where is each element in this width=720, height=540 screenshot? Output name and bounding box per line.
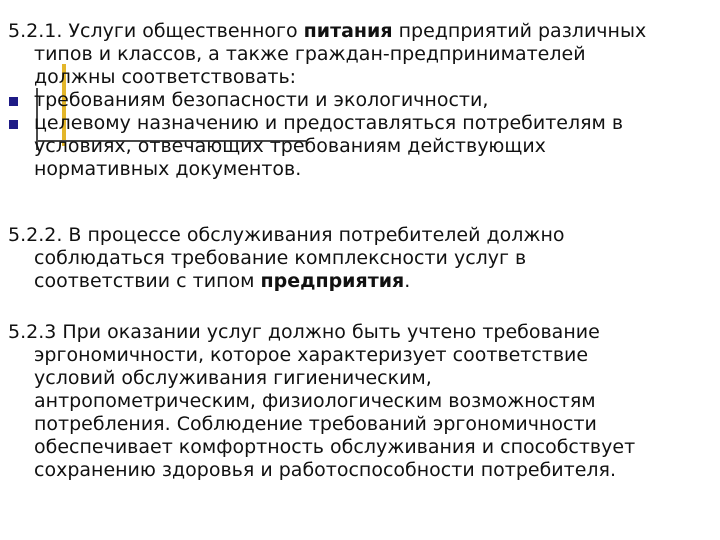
section-5-2-1-line1 xyxy=(8,20,708,43)
section-5-2-3-line: обеспечивает комфортность обслуживания и способствует xyxy=(34,436,636,458)
section-5-2-3-line: сохранению здоровья и работоспособности потребителя. xyxy=(34,459,617,481)
square-bullet-icon xyxy=(9,97,18,106)
section-5-2-2-line3 xyxy=(8,270,708,293)
bold-term: предприятия xyxy=(260,270,405,292)
section-5-2-3-line: потребления. Соблюдение требований эргономичности xyxy=(34,413,597,435)
section-5-2-3-line: эргономичности, которое характеризует соответствие xyxy=(34,344,589,366)
list-item xyxy=(8,89,708,112)
section-5-2-1 xyxy=(8,20,708,181)
section-5-2-1-line2: типов и классов, а также граждан-предпринимателей xyxy=(34,43,586,65)
list-item xyxy=(8,112,708,181)
section-5-2-3-line: антропометрическим, физиологическим возможностям xyxy=(34,390,596,412)
section-5-2-2-line1: 5.2.2. В процессе обслуживания потребителей должно xyxy=(8,224,565,246)
section-5-2-3-line: условий обслуживания гигиеническим, xyxy=(34,367,432,389)
text-span: 5.2.1. Услуги общественного xyxy=(8,20,304,42)
section-5-2-2 xyxy=(8,224,708,293)
list-item-text: условиях, отвечающих требованиям действующих xyxy=(34,135,546,157)
section-5-2-1-line3: должны соответствовать: xyxy=(34,66,297,88)
text-span: соответствии с типом xyxy=(34,270,261,292)
list-item-text: нормативных документов. xyxy=(34,158,302,180)
list-item-text: требованиям безопасности и экологичности, xyxy=(34,89,489,111)
section-5-2-3 xyxy=(8,321,708,482)
text-span: . xyxy=(404,270,411,292)
text-span: предприятий различных xyxy=(392,20,647,42)
section-5-2-3-line: 5.2.3 При оказании услуг должно быть учтено требование xyxy=(8,321,600,343)
requirements-list xyxy=(8,89,708,181)
square-bullet-icon xyxy=(9,120,18,129)
bold-term: питания xyxy=(303,20,393,42)
list-item-text: целевому назначению и предоставляться потребителям в xyxy=(34,112,624,134)
section-5-2-2-line2: соблюдаться требование комплексности услуг в xyxy=(34,247,527,269)
